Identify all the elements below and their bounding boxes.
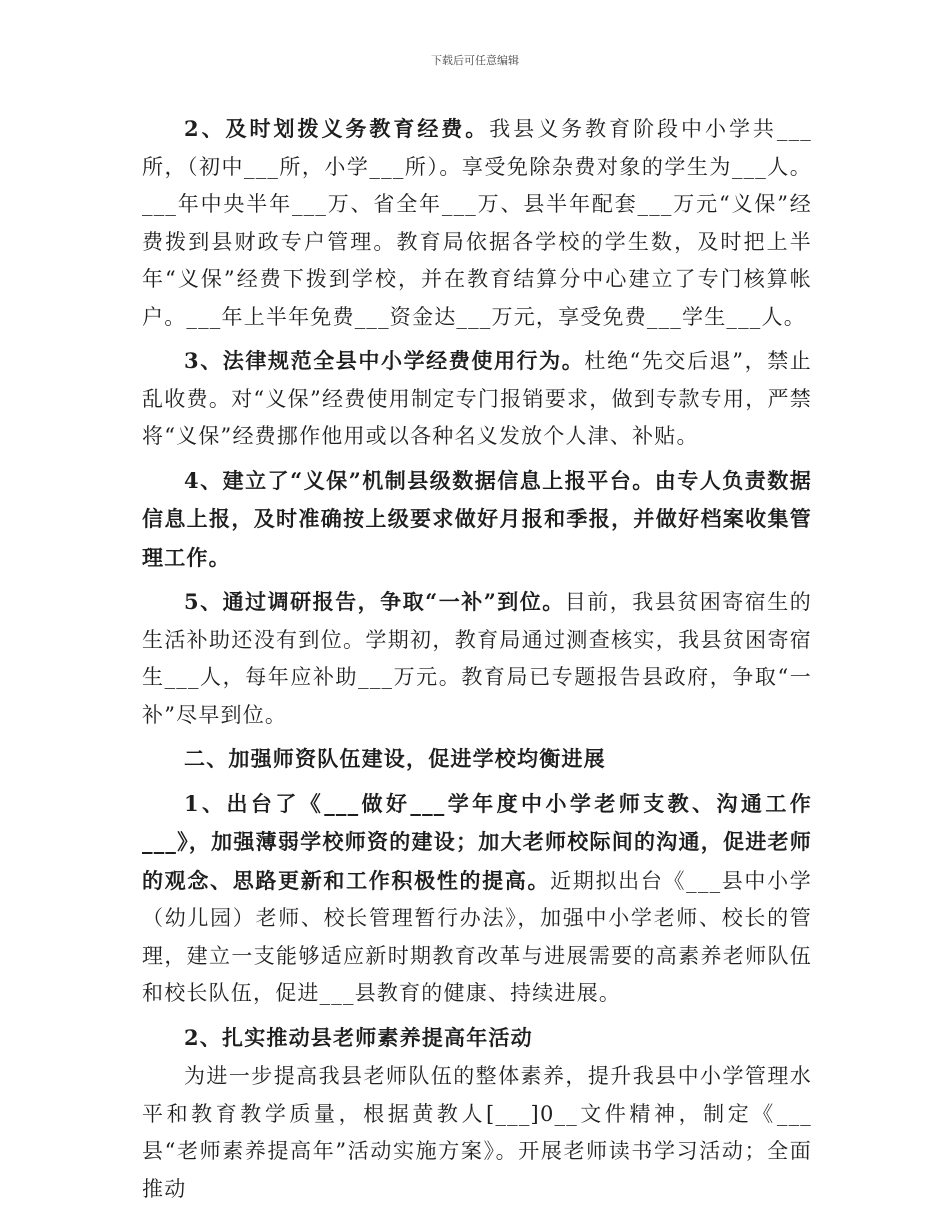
paragraph-lead: 4、建立了“义保”机制县级数据信息上报平台。由专人负责数据信息上报，及时准确按上级要求做好月报和季报，并做好档案收集管理工作。 [142, 467, 812, 570]
subheading-quality-year [142, 1019, 812, 1058]
paragraph-quality-plan [142, 1057, 812, 1208]
paragraph-data-platform [142, 462, 812, 578]
paragraph-text: 杜绝“先交后退”，禁止乱收费。对“义保”经费使用制定专门报销要求，做到专款专用，严禁将“义保”经费挪作他用或以各种名义发放个人津、补贴。 [142, 349, 812, 448]
paragraph-lead: 2、扎实推动县老师素养提高年活动 [184, 1024, 533, 1050]
paragraph-text: 我县义务教育阶段中小学共___所，（初中___所，小学___所）。享受免除杂费对象的学生为___人。___年中央半年___万、省全年___万、县半年配套___万元“义保”经费拨到县财政专户管理。教育局依据各学校的学生数，及时把上半年“义保”经费下拨到学校，并在教育结算分中心建立了专门核算帐户。___年上半年免费___资金达___万元，享受免费___学生___人。 [142, 117, 813, 329]
section-heading-teachers [142, 740, 812, 779]
paragraph-lead: 3、法律规范全县中小学经费使用行为。 [184, 348, 585, 373]
paragraph-subsidy [142, 583, 812, 734]
document-body [142, 110, 812, 1208]
paragraph-lead: 1、出台了《___做好___学年度中小学老师支教、沟通工作___》，加强薄弱学校师资的建设；加大老师校际间的沟通，促进老师的观念、思路更新和工作积极性的提高。 [142, 790, 812, 893]
paragraph-funding [142, 110, 812, 336]
paragraph-text: 为进一步提高我县老师队伍的整体素养，提升我县中小学管理水平和教育教学质量，根据黄教人[___]0__文件精神，制定《___县“老师素养提高年”活动实施方案》。开展老师读书学习活动；全面推动 [142, 1064, 812, 1201]
paragraph-lead: 2、及时划拨义务教育经费。 [184, 116, 490, 141]
paragraph-lead: 5、通过调研报告，争取“一补”到位。 [184, 589, 565, 614]
paragraph-regulation [142, 342, 812, 456]
paragraph-text: 近期拟出台《___县中小学（幼儿园）老师、校长管理暂行办法》，加强中小学老师、校长的管理，建立一支能够适应新时期教育改革与进展需要的高素养老师队伍和校长队伍，促进___县教育的健康、持续进展。 [142, 868, 812, 1005]
paragraph-text: 目前，我县贫困寄宿生的生活补助还没有到位。学期初，教育局通过测查核实，我县贫困寄宿生___人，每年应补助___万元。教育局已专题报告县政府，争取“一补”尽早到位。 [142, 590, 813, 727]
page-header-note: 下载后可任意编辑 [431, 54, 519, 67]
paragraph-exchange [142, 785, 812, 1013]
section-heading-text: 二、加强师资队伍建设，促进学校均衡进展 [184, 746, 606, 771]
